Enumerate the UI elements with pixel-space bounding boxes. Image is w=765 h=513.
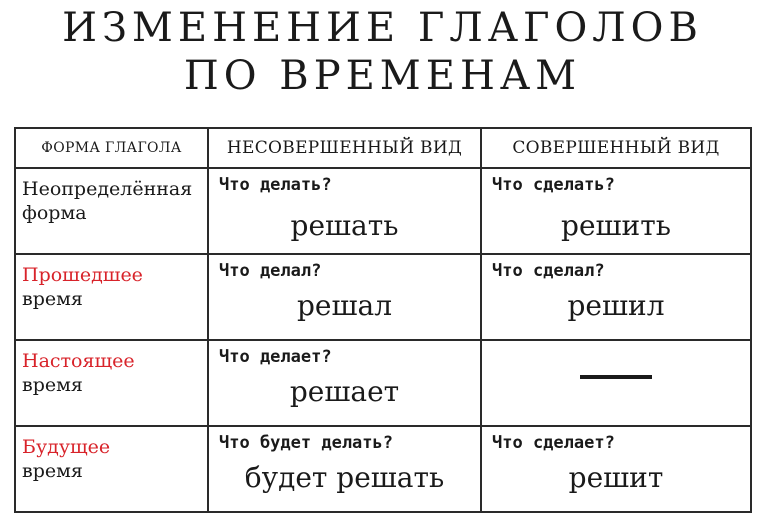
imperfective-cell [208, 254, 481, 340]
form-sublabel: время [22, 460, 83, 482]
imperfective-cell [208, 168, 481, 254]
perfective-answer: решит [568, 461, 664, 494]
form-sublabel: время [22, 288, 83, 310]
perfective-cell [481, 340, 751, 426]
form-label: Будущее [22, 436, 111, 458]
imperfective-cell [208, 426, 481, 512]
no-form-dash [580, 375, 652, 379]
perfective-answer: решить [561, 209, 671, 242]
perfective-cell [481, 426, 751, 512]
page-title-line2: ПО ВРЕМЕНАМ [183, 53, 582, 99]
imperfective-answer: решал [296, 289, 392, 322]
table-row [15, 340, 751, 426]
imperfective-answer: будет решать [244, 461, 445, 494]
header-imperfective: НЕСОВЕРШЕННЫЙ ВИД [208, 128, 481, 168]
imperfective-question: Что делать? [219, 175, 332, 195]
form-cell [15, 254, 208, 340]
table-row [15, 426, 751, 512]
form-sublabel: форма [22, 202, 87, 224]
form-label: Настоящее [22, 350, 135, 372]
form-sublabel: время [22, 374, 83, 396]
perfective-question: Что сделал? [492, 261, 605, 281]
table-header-row [15, 128, 751, 168]
imperfective-question: Что будет делать? [219, 433, 393, 453]
perfective-answer: решил [567, 289, 665, 322]
table-row [15, 168, 751, 254]
form-label: Неопределённая [22, 178, 193, 200]
imperfective-cell [208, 340, 481, 426]
perfective-question: Что сделать? [492, 175, 615, 195]
table-row [15, 254, 751, 340]
perfective-cell [481, 168, 751, 254]
form-label: Прошедшее [22, 264, 143, 286]
form-cell [15, 426, 208, 512]
header-verb-form: ФОРМА ГЛАГОЛА [15, 128, 208, 168]
form-cell [15, 340, 208, 426]
imperfective-question: Что делал? [219, 261, 322, 281]
verb-tense-table [14, 127, 752, 513]
perfective-cell [481, 254, 751, 340]
imperfective-answer: решает [289, 375, 400, 408]
header-perfective: СОВЕРШЕННЫЙ ВИД [481, 128, 751, 168]
imperfective-answer: решать [290, 209, 399, 242]
imperfective-question: Что делает? [219, 347, 332, 367]
form-cell [15, 168, 208, 254]
page-title-line1: ИЗМЕНЕНИЕ ГЛАГОЛОВ [62, 5, 703, 51]
perfective-question: Что сделает? [492, 433, 615, 453]
